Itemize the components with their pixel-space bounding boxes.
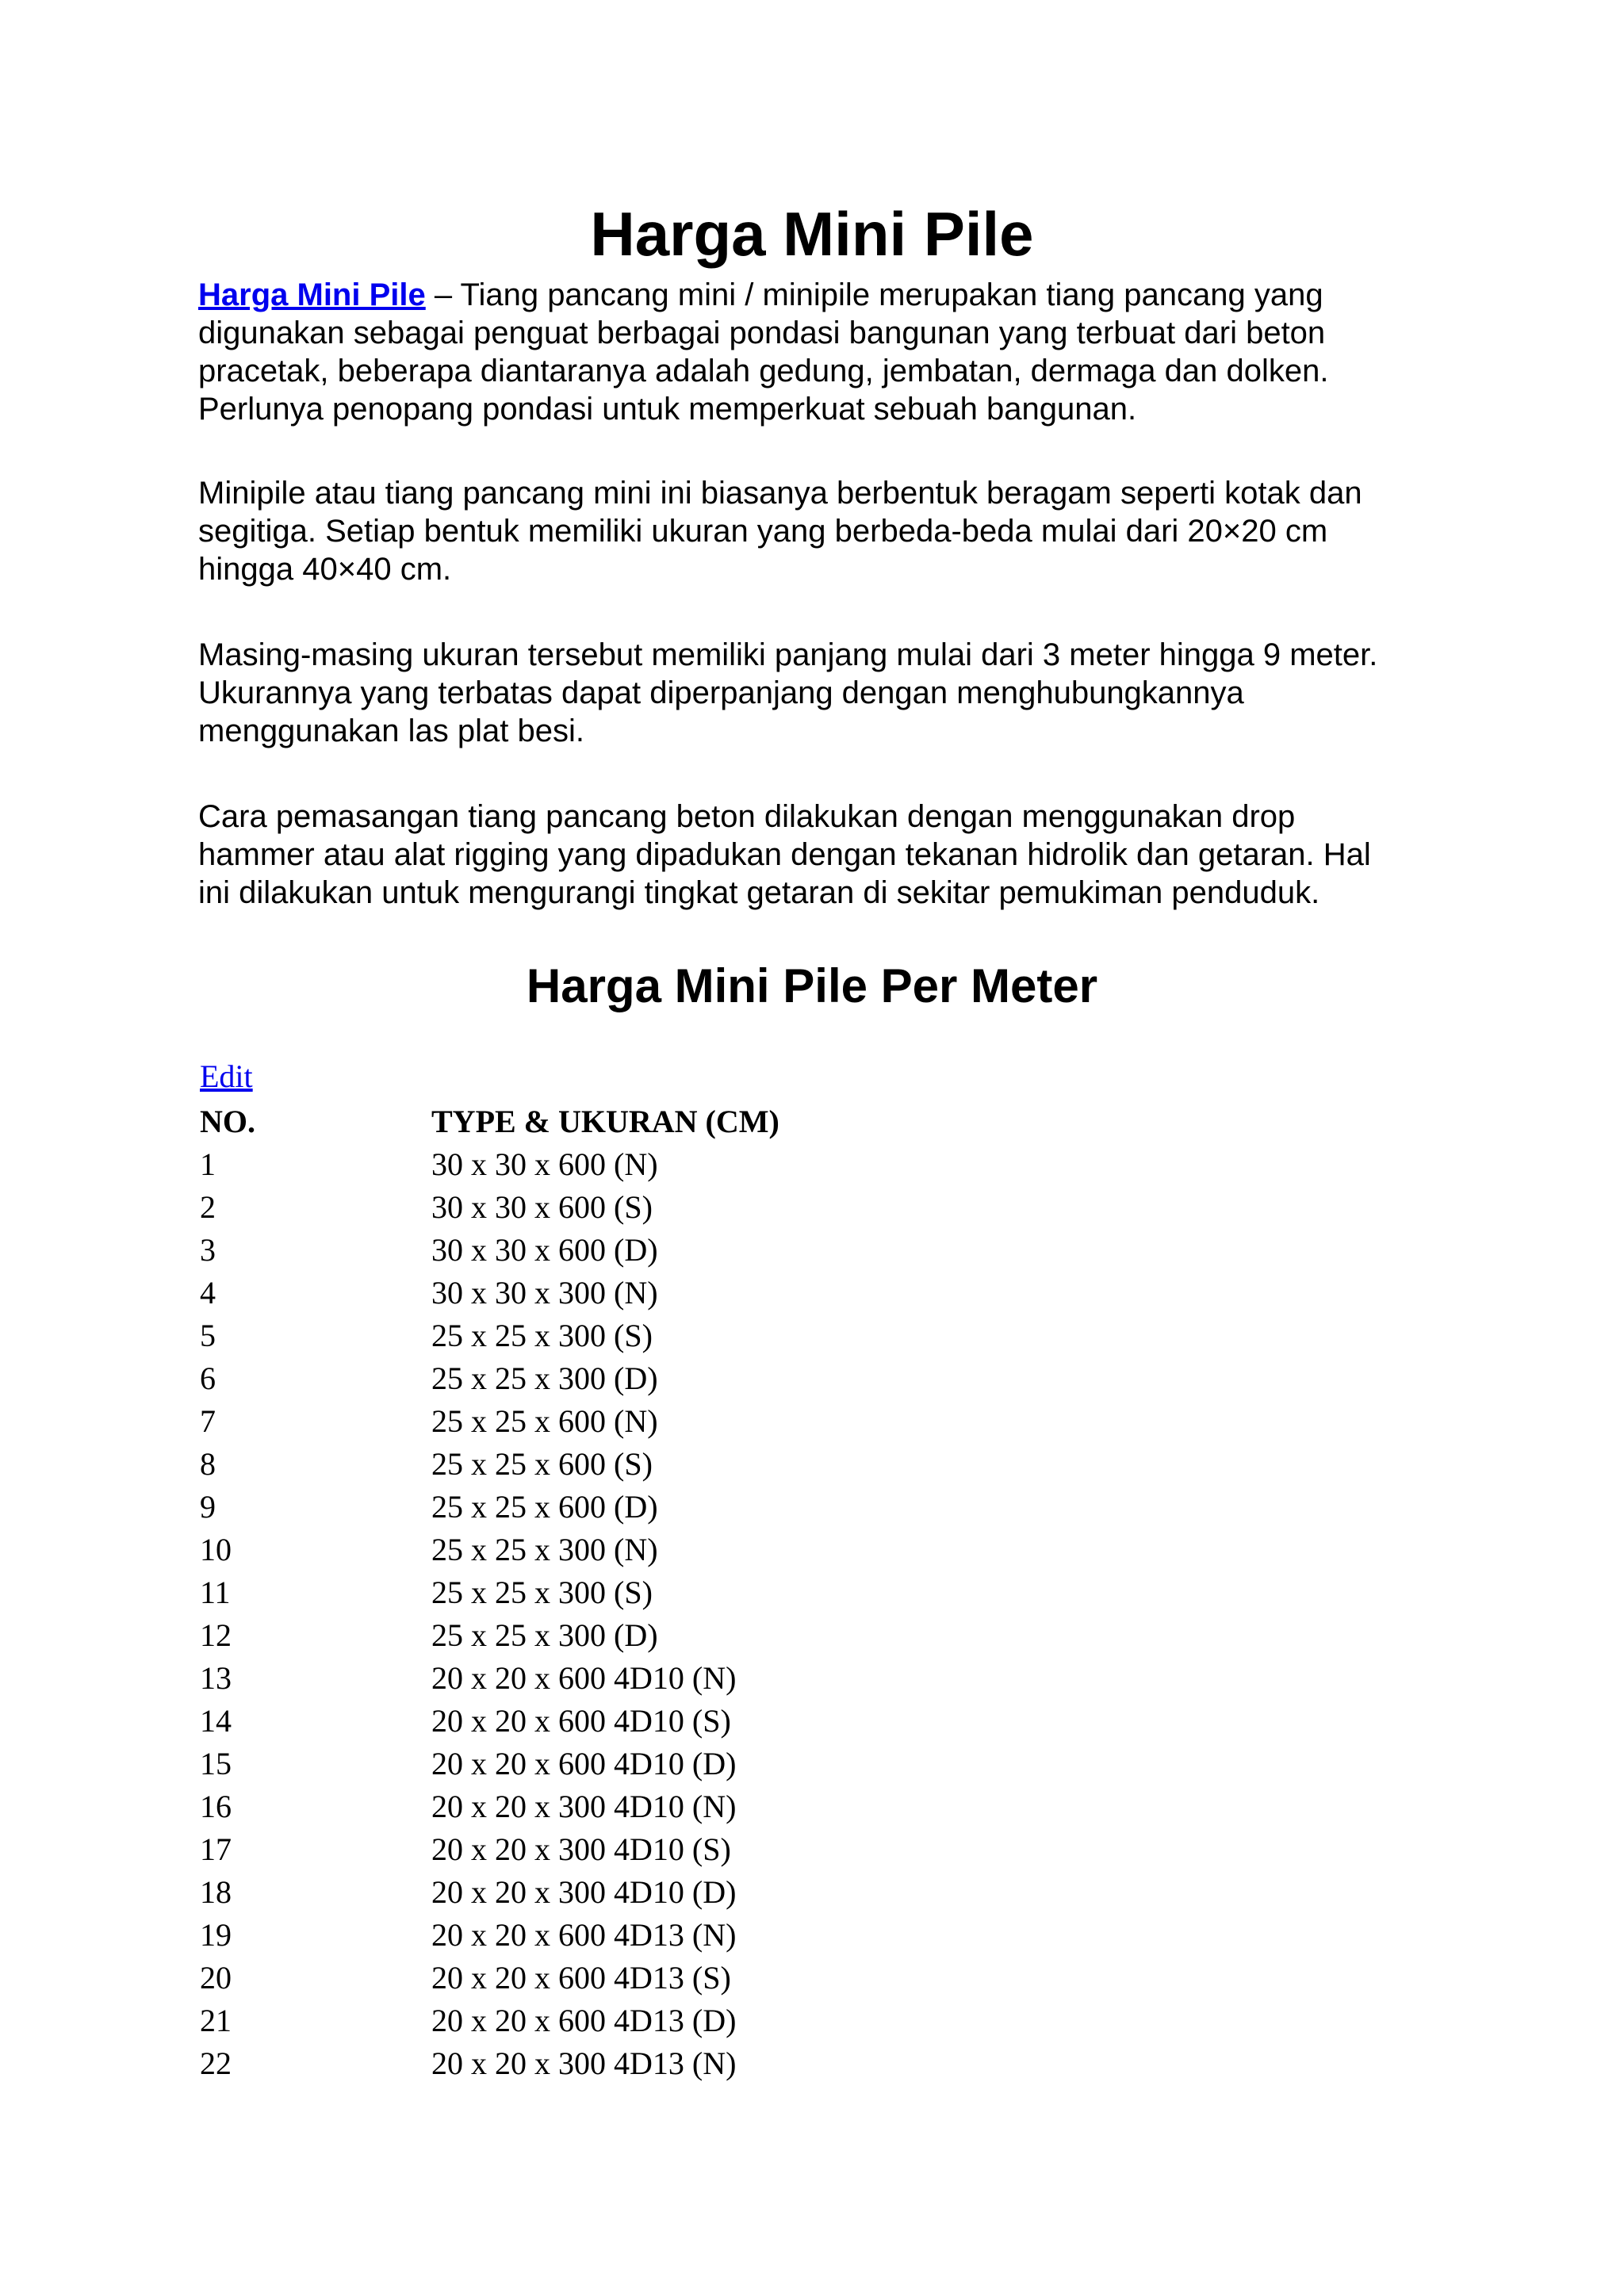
row-number: 21 bbox=[200, 2003, 232, 2038]
table-row bbox=[200, 1186, 986, 1229]
row-type-size: 30 x 30 x 300 (N) bbox=[431, 1275, 658, 1311]
table-row bbox=[200, 1743, 986, 1785]
paragraph-3-line-1: Masing-masing ukuran tersebut memiliki panjang mulai dari 3 meter hingga 9 meter. bbox=[198, 637, 1378, 672]
row-number: 18 bbox=[200, 1874, 232, 1910]
table-row bbox=[200, 1657, 986, 1700]
table-row bbox=[200, 1828, 986, 1871]
header-type-size: TYPE & UKURAN (CM) bbox=[431, 1104, 779, 1139]
row-type-size: 25 x 25 x 300 (N) bbox=[431, 1532, 658, 1567]
section-heading: Harga Mini Pile Per Meter bbox=[526, 959, 1098, 1012]
row-type-size: 20 x 20 x 600 4D13 (D) bbox=[431, 2003, 737, 2038]
table-row bbox=[200, 1272, 986, 1314]
paragraph-3-line-3: menggunakan las plat besi. bbox=[198, 714, 584, 748]
row-number: 11 bbox=[200, 1575, 231, 1610]
table-body bbox=[200, 1143, 986, 2085]
intro-line-3: pracetak, beberapa diantaranya adalah gedung, jembatan, dermaga dan dolken. bbox=[198, 354, 1329, 388]
table-row bbox=[200, 1785, 986, 1828]
row-type-size: 20 x 20 x 300 4D13 (N) bbox=[431, 2045, 737, 2081]
paragraph-4-line-3: ini dilakukan untuk mengurangi tingkat getaran di sekitar pemukiman penduduk. bbox=[198, 875, 1320, 910]
edit-link[interactable]: Edit bbox=[200, 1058, 253, 1094]
row-number: 19 bbox=[200, 1917, 232, 1953]
row-type-size: 20 x 20 x 300 4D10 (D) bbox=[431, 1874, 737, 1910]
table-row bbox=[200, 1314, 986, 1357]
row-type-size: 20 x 20 x 600 4D13 (S) bbox=[431, 1960, 731, 1996]
row-type-size: 20 x 20 x 300 4D10 (N) bbox=[431, 1789, 737, 1824]
page-title: Harga Mini Pile bbox=[590, 199, 1034, 269]
table-row bbox=[200, 1999, 986, 2042]
table-row bbox=[200, 1700, 986, 1743]
row-number: 8 bbox=[200, 1446, 216, 1482]
row-type-size: 25 x 25 x 300 (S) bbox=[431, 1575, 653, 1610]
row-type-size: 25 x 25 x 300 (D) bbox=[431, 1360, 658, 1396]
paragraph-shapes bbox=[198, 474, 1435, 588]
row-type-size: 30 x 30 x 600 (D) bbox=[431, 1232, 658, 1268]
row-number: 3 bbox=[200, 1232, 216, 1268]
row-number: 6 bbox=[200, 1360, 216, 1396]
row-number: 22 bbox=[200, 2045, 232, 2081]
row-type-size: 30 x 30 x 600 (S) bbox=[431, 1189, 653, 1225]
table-row bbox=[200, 1957, 986, 1999]
intro-line-4: Perlunya penopang pondasi untuk memperkuat sebuah bangunan. bbox=[198, 392, 1137, 427]
row-type-size: 25 x 25 x 300 (S) bbox=[431, 1318, 653, 1353]
paragraph-2-line-1: Minipile atau tiang pancang mini ini biasanya berbentuk beragam seperti kotak dan bbox=[198, 476, 1362, 511]
row-number: 13 bbox=[200, 1660, 232, 1696]
row-number: 12 bbox=[200, 1617, 232, 1653]
table-row bbox=[200, 1914, 986, 1957]
table-header-row bbox=[200, 1100, 986, 1143]
row-type-size: 20 x 20 x 600 4D13 (N) bbox=[431, 1917, 737, 1953]
table-row bbox=[200, 1357, 986, 1400]
row-type-size: 25 x 25 x 300 (D) bbox=[431, 1617, 658, 1653]
row-number: 5 bbox=[200, 1318, 216, 1353]
row-number: 17 bbox=[200, 1831, 232, 1867]
paragraph-3-line-2: Ukurannya yang terbatas dapat diperpanjang dengan menghubungkannya bbox=[198, 675, 1244, 710]
table-row bbox=[200, 1871, 986, 1914]
row-number: 7 bbox=[200, 1403, 216, 1439]
row-number: 4 bbox=[200, 1275, 216, 1311]
row-type-size: 20 x 20 x 600 4D10 (D) bbox=[431, 1746, 737, 1781]
row-number: 16 bbox=[200, 1789, 232, 1824]
table-row bbox=[200, 1614, 986, 1657]
row-type-size: 20 x 20 x 600 4D10 (N) bbox=[431, 1660, 737, 1696]
header-no: NO. bbox=[200, 1104, 255, 1139]
row-type-size: 25 x 25 x 600 (N) bbox=[431, 1403, 658, 1439]
intro-paragraph bbox=[198, 276, 1435, 428]
table-row bbox=[200, 1400, 986, 1443]
paragraph-2-line-3: hingga 40×40 cm. bbox=[198, 552, 452, 587]
row-number: 20 bbox=[200, 1960, 232, 1996]
intro-line-1 bbox=[198, 276, 1435, 314]
row-number: 2 bbox=[200, 1189, 216, 1225]
table-row bbox=[200, 1529, 986, 1571]
table-row bbox=[200, 1486, 986, 1529]
table-row bbox=[200, 1443, 986, 1486]
price-table bbox=[200, 1100, 986, 2085]
paragraph-4-line-1: Cara pemasangan tiang pancang beton dilakukan dengan menggunakan drop bbox=[198, 799, 1296, 834]
row-type-size: 30 x 30 x 600 (N) bbox=[431, 1146, 658, 1182]
table-row bbox=[200, 1571, 986, 1614]
table-row bbox=[200, 1229, 986, 1272]
table-row bbox=[200, 2042, 986, 2085]
row-number: 10 bbox=[200, 1532, 232, 1567]
row-type-size: 25 x 25 x 600 (S) bbox=[431, 1446, 653, 1482]
row-type-size: 20 x 20 x 600 4D10 (S) bbox=[431, 1703, 731, 1739]
row-number: 1 bbox=[200, 1146, 216, 1182]
intro-line-1-text: – Tiang pancang mini / minipile merupakan tiang pancang yang bbox=[425, 277, 1323, 312]
row-number: 14 bbox=[200, 1703, 232, 1739]
row-type-size: 20 x 20 x 300 4D10 (S) bbox=[431, 1831, 731, 1867]
paragraph-4-line-2: hammer atau alat rigging yang dipadukan dengan tekanan hidrolik dan getaran. Hal bbox=[198, 837, 1371, 872]
paragraph-lengths bbox=[198, 636, 1435, 750]
paragraph-installation bbox=[198, 798, 1435, 912]
harga-mini-pile-link[interactable]: Harga Mini Pile bbox=[198, 277, 426, 312]
table-row bbox=[200, 1143, 986, 1186]
row-number: 15 bbox=[200, 1746, 232, 1781]
paragraph-2-line-2: segitiga. Setiap bentuk memiliki ukuran yang berbeda-beda mulai dari 20×20 cm bbox=[198, 514, 1328, 549]
intro-line-2: digunakan sebagai penguat berbagai pondasi bangunan yang terbuat dari beton bbox=[198, 316, 1326, 350]
row-type-size: 25 x 25 x 600 (D) bbox=[431, 1489, 658, 1525]
row-number: 9 bbox=[200, 1489, 216, 1525]
